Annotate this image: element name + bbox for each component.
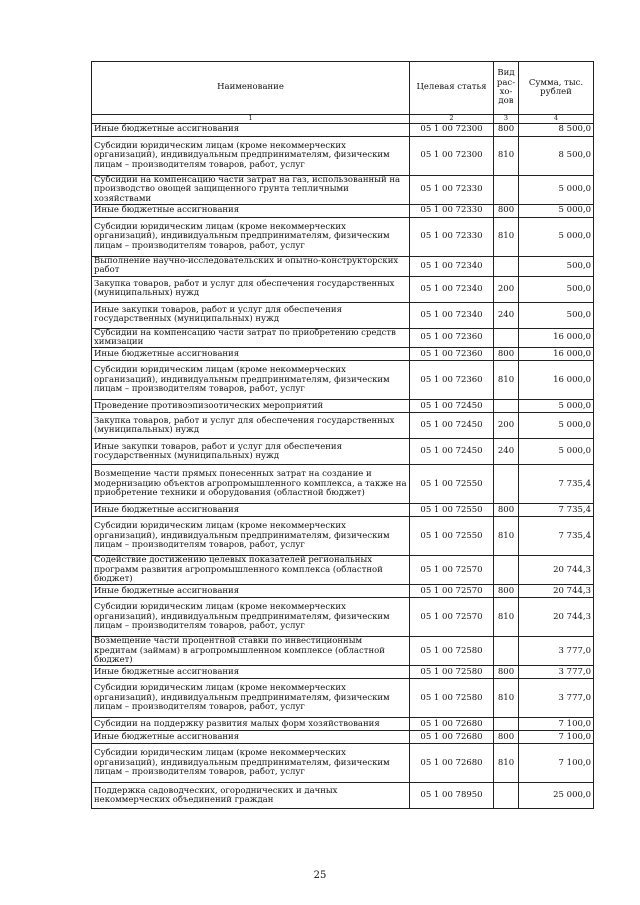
row-name-cell: Субсидии юридическим лицам (кроме некоммерческих организаций), индивидуальным предпринимателям, физическим лицам – производителям товаров, работ, услуг — [92, 744, 410, 783]
row-name-cell: Субсидии юридическим лицам (кроме некоммерческих организаций), индивидуальным предпринимателям, физическим лицам – производителям товаров, работ, услуг — [92, 517, 410, 556]
table-row — [92, 413, 594, 439]
row-name-cell: Субсидии юридическим лицам (кроме некоммерческих организаций), индивидуальным предпринимателям, физическим лицам – производителям товаров, работ, услуг — [92, 137, 410, 176]
row-expense-type-cell: 810 — [494, 744, 519, 783]
table-row — [92, 465, 594, 504]
column-number: 2 — [410, 115, 494, 124]
row-sum-cell: 20 744,3 — [519, 598, 594, 637]
table-row — [92, 124, 594, 137]
row-name-cell: Иные бюджетные ассигнования — [92, 731, 410, 744]
row-expense-type-cell: 800 — [494, 731, 519, 744]
table-row — [92, 137, 594, 176]
row-target-article-cell: 05 1 00 72680 — [410, 718, 494, 731]
row-expense-type-cell: 800 — [494, 205, 519, 218]
row-sum-cell: 16 000,0 — [519, 348, 594, 361]
row-name-cell: Поддержка садоводческих, огороднических и дачных некоммерческих объединений граждан — [92, 783, 410, 809]
row-expense-type-cell: 800 — [494, 348, 519, 361]
row-target-article-cell: 05 1 00 72570 — [410, 585, 494, 598]
row-sum-cell: 5 000,0 — [519, 218, 594, 257]
row-name-cell: Субсидии юридическим лицам (кроме некоммерческих организаций), индивидуальным предпринимателям, физическим лицам – производителям товаров, работ, услуг — [92, 598, 410, 637]
row-sum-cell: 3 777,0 — [519, 666, 594, 679]
row-name-cell: Закупка товаров, работ и услуг для обеспечения государственных (муниципальных) нужд — [92, 276, 410, 302]
row-sum-cell: 8 500,0 — [519, 137, 594, 176]
row-expense-type-cell — [494, 465, 519, 504]
row-target-article-cell: 05 1 00 72550 — [410, 465, 494, 504]
row-target-article-cell: 05 1 00 72450 — [410, 413, 494, 439]
row-target-article-cell: 05 1 00 72360 — [410, 328, 494, 348]
row-target-article-cell: 05 1 00 72550 — [410, 504, 494, 517]
table-row — [92, 257, 594, 277]
row-target-article-cell: 05 1 00 72360 — [410, 361, 494, 400]
row-sum-cell: 20 744,3 — [519, 585, 594, 598]
table-row — [92, 276, 594, 302]
row-expense-type-cell: 800 — [494, 504, 519, 517]
row-name-cell: Иные бюджетные ассигнования — [92, 124, 410, 137]
row-expense-type-cell — [494, 783, 519, 809]
row-name-cell: Закупка товаров, работ и услуг для обеспечения государственных (муниципальных) нужд — [92, 413, 410, 439]
row-target-article-cell: 05 1 00 72340 — [410, 276, 494, 302]
table-row — [92, 348, 594, 361]
row-name-cell: Иные бюджетные ассигнования — [92, 666, 410, 679]
row-name-cell: Субсидии юридическим лицам (кроме некоммерческих организаций), индивидуальным предпринимателям, физическим лицам – производителям товаров, работ, услуг — [92, 218, 410, 257]
table-row — [92, 439, 594, 465]
table-row — [92, 205, 594, 218]
table-header-row — [92, 62, 594, 115]
row-expense-type-cell: 800 — [494, 124, 519, 137]
row-name-cell: Содействие достижению целевых показателей региональных программ развития агропромышленного комплекса (областной бюджет) — [92, 556, 410, 585]
row-name-cell: Иные бюджетные ассигнования — [92, 348, 410, 361]
table-row — [92, 302, 594, 328]
row-target-article-cell: 05 1 00 72550 — [410, 517, 494, 556]
header-expense-type: Вид рас- хо- дов — [494, 62, 519, 115]
table-row — [92, 176, 594, 205]
header-sum: Сумма, тыс. рублей — [519, 62, 594, 115]
row-sum-cell: 5 000,0 — [519, 413, 594, 439]
table-row — [92, 718, 594, 731]
row-target-article-cell: 05 1 00 72570 — [410, 556, 494, 585]
row-name-cell: Иные закупки товаров, работ и услуг для обеспечения государственных (муниципальных) нужд — [92, 302, 410, 328]
row-name-cell: Субсидии на поддержку развития малых форм хозяйствования — [92, 718, 410, 731]
row-name-cell: Возмещение части процентной ставки по инвестиционным кредитам (займам) в агропромышленном комплексе (областной бюджет) — [92, 637, 410, 666]
row-expense-type-cell — [494, 328, 519, 348]
row-target-article-cell: 05 1 00 72360 — [410, 348, 494, 361]
row-expense-type-cell — [494, 400, 519, 413]
row-expense-type-cell — [494, 176, 519, 205]
table-row — [92, 598, 594, 637]
row-sum-cell: 500,0 — [519, 276, 594, 302]
row-name-cell: Выполнение научно-исследовательских и опытно-конструкторских работ — [92, 257, 410, 277]
row-expense-type-cell — [494, 257, 519, 277]
row-sum-cell: 3 777,0 — [519, 679, 594, 718]
row-expense-type-cell: 810 — [494, 218, 519, 257]
row-sum-cell: 7 735,4 — [519, 504, 594, 517]
row-sum-cell: 500,0 — [519, 302, 594, 328]
row-target-article-cell: 05 1 00 72300 — [410, 137, 494, 176]
row-expense-type-cell: 810 — [494, 679, 519, 718]
table-row — [92, 637, 594, 666]
page-number: 25 — [313, 870, 327, 881]
row-sum-cell: 16 000,0 — [519, 361, 594, 400]
row-target-article-cell: 05 1 00 72450 — [410, 439, 494, 465]
row-sum-cell: 8 500,0 — [519, 124, 594, 137]
row-target-article-cell: 05 1 00 72450 — [410, 400, 494, 413]
row-sum-cell: 500,0 — [519, 257, 594, 277]
row-target-article-cell: 05 1 00 72580 — [410, 679, 494, 718]
table-row — [92, 783, 594, 809]
row-name-cell: Субсидии юридическим лицам (кроме некоммерческих организаций), индивидуальным предпринимателям, физическим лицам – производителям товаров, работ, услуг — [92, 361, 410, 400]
row-expense-type-cell: 240 — [494, 302, 519, 328]
table-row — [92, 731, 594, 744]
table-row — [92, 666, 594, 679]
row-target-article-cell: 05 1 00 78950 — [410, 783, 494, 809]
row-expense-type-cell: 200 — [494, 276, 519, 302]
row-expense-type-cell: 240 — [494, 439, 519, 465]
table-row — [92, 328, 594, 348]
header-name: Наименование — [92, 62, 410, 115]
row-sum-cell: 25 000,0 — [519, 783, 594, 809]
row-expense-type-cell — [494, 637, 519, 666]
row-sum-cell: 7 735,4 — [519, 517, 594, 556]
column-number-row — [92, 115, 594, 124]
row-sum-cell: 5 000,0 — [519, 400, 594, 413]
row-sum-cell: 20 744,3 — [519, 556, 594, 585]
row-sum-cell: 5 000,0 — [519, 176, 594, 205]
row-target-article-cell: 05 1 00 72580 — [410, 637, 494, 666]
column-number: 1 — [92, 115, 410, 124]
row-target-article-cell: 05 1 00 72340 — [410, 302, 494, 328]
table-body — [92, 124, 594, 809]
table-row — [92, 400, 594, 413]
table-row — [92, 517, 594, 556]
table-row — [92, 585, 594, 598]
row-sum-cell: 16 000,0 — [519, 328, 594, 348]
row-target-article-cell: 05 1 00 72340 — [410, 257, 494, 277]
row-name-cell: Проведение противоэпизоотических мероприятий — [92, 400, 410, 413]
row-target-article-cell: 05 1 00 72330 — [410, 218, 494, 257]
row-expense-type-cell: 200 — [494, 413, 519, 439]
row-name-cell: Иные бюджетные ассигнования — [92, 205, 410, 218]
column-number: 4 — [519, 115, 594, 124]
table-row — [92, 361, 594, 400]
row-expense-type-cell — [494, 718, 519, 731]
row-sum-cell: 7 735,4 — [519, 465, 594, 504]
row-expense-type-cell: 810 — [494, 361, 519, 400]
column-number: 3 — [494, 115, 519, 124]
row-target-article-cell: 05 1 00 72300 — [410, 124, 494, 137]
row-sum-cell: 7 100,0 — [519, 744, 594, 783]
row-name-cell: Иные бюджетные ассигнования — [92, 504, 410, 517]
table-row — [92, 679, 594, 718]
row-sum-cell: 5 000,0 — [519, 439, 594, 465]
budget-table — [91, 61, 594, 809]
row-name-cell: Иные бюджетные ассигнования — [92, 585, 410, 598]
row-sum-cell: 5 000,0 — [519, 205, 594, 218]
row-sum-cell: 7 100,0 — [519, 718, 594, 731]
row-expense-type-cell — [494, 556, 519, 585]
row-expense-type-cell: 810 — [494, 137, 519, 176]
row-expense-type-cell: 800 — [494, 666, 519, 679]
header-target-article: Целевая статья — [410, 62, 494, 115]
row-name-cell: Субсидии юридическим лицам (кроме некоммерческих организаций), индивидуальным предпринимателям, физическим лицам – производителям товаров, работ, услуг — [92, 679, 410, 718]
row-name-cell: Субсидии на компенсацию части затрат по приобретению средств химизации — [92, 328, 410, 348]
table-row — [92, 504, 594, 517]
row-target-article-cell: 05 1 00 72330 — [410, 205, 494, 218]
row-expense-type-cell: 810 — [494, 598, 519, 637]
table-row — [92, 556, 594, 585]
row-target-article-cell: 05 1 00 72680 — [410, 731, 494, 744]
row-target-article-cell: 05 1 00 72580 — [410, 666, 494, 679]
table-row — [92, 218, 594, 257]
row-target-article-cell: 05 1 00 72330 — [410, 176, 494, 205]
row-name-cell: Возмещение части прямых понесенных затрат на создание и модернизацию объектов агропромышленного комплекса, а также на приобретение техники и оборудования (областной бюджет) — [92, 465, 410, 504]
row-target-article-cell: 05 1 00 72570 — [410, 598, 494, 637]
row-target-article-cell: 05 1 00 72680 — [410, 744, 494, 783]
row-expense-type-cell: 800 — [494, 585, 519, 598]
row-expense-type-cell: 810 — [494, 517, 519, 556]
row-sum-cell: 7 100,0 — [519, 731, 594, 744]
row-name-cell: Субсидии на компенсацию части затрат на газ, использованный на производство овощей защищенного грунта тепличными хозяйствами — [92, 176, 410, 205]
table-row — [92, 744, 594, 783]
row-sum-cell: 3 777,0 — [519, 637, 594, 666]
row-name-cell: Иные закупки товаров, работ и услуг для обеспечения государственных (муниципальных) нужд — [92, 439, 410, 465]
